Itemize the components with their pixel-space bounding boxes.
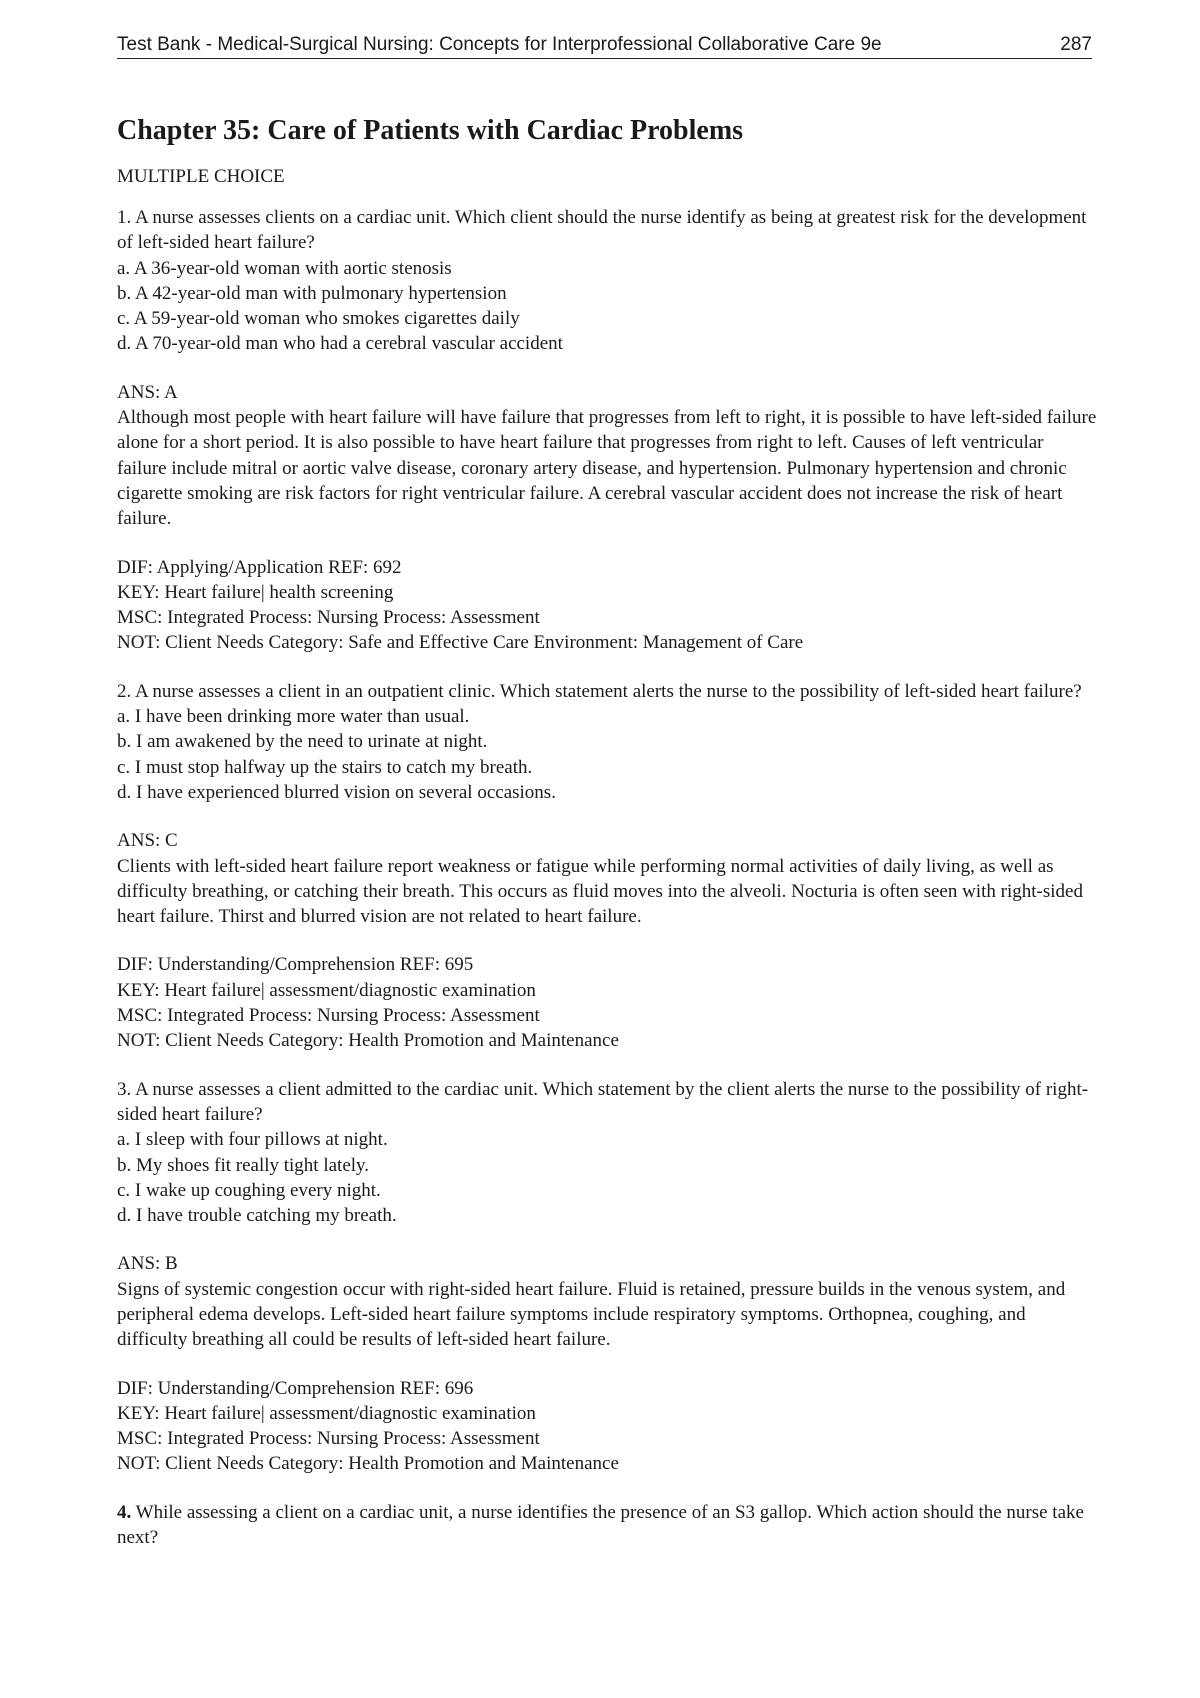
rationale: Clients with left-sided heart failure report weakness or fatigue while performing normal activities of daily living, as well as difficulty breathing, or catching their breath. This occurs as fluid moves into the alveoli. Nocturia is often seen with right-sided heart failure. Thirst and blurred vision are not related to heart failure. xyxy=(117,855,1083,928)
question-1 xyxy=(117,205,1097,656)
rationale: Although most people with heart failure will have failure that progresses from left to right, it is possible to have left-sided failure alone for a short period. It is also possible to have heart failure that progresses from right to left. Causes of left ventricular failure include mitral or aortic valve disease, coronary artery disease, and hypertension. Pulmonary hypertension and chronic cigarette smoking are risk factors for right ventricular failure. A cerebral vascular accident does not increase the risk of heart failure. xyxy=(117,407,1097,530)
answer-option: c. I must stop halfway up the stairs to catch my breath. xyxy=(117,756,533,778)
meta-not: NOT: Client Needs Category: Safe and Effective Care Environment: Management of Care xyxy=(117,632,804,654)
section-heading: MULTIPLE CHOICE xyxy=(117,166,285,187)
meta-msc: MSC: Integrated Process: Nursing Process: Assessment xyxy=(117,1005,540,1027)
rationale: Signs of systemic congestion occur with right-sided heart failure. Fluid is retained, pressure builds in the venous system, and peripheral edema develops. Left-sided heart failure symptoms include respiratory symptoms. Orthopnea, coughing, and difficulty breathing all could be results of left-sided heart failure. xyxy=(117,1278,1066,1351)
chapter-title: Chapter 35: Care of Patients with Cardiac Problems xyxy=(117,115,744,146)
answer-option: c. I wake up coughing every night. xyxy=(117,1179,381,1201)
meta-key: KEY: Heart failure| assessment/diagnostic examination xyxy=(117,1402,536,1424)
question-2 xyxy=(117,679,1097,1054)
question-text: While assessing a client on a cardiac unit, a nurse identifies the presence of an S3 gallop. Which action should the nurse take next? xyxy=(117,1501,1084,1549)
answer-option: a. A 36-year-old woman with aortic stenosis xyxy=(117,257,452,279)
meta-dif: DIF: Applying/Application REF: 692 xyxy=(117,556,402,578)
answer-key: ANS: A xyxy=(117,381,178,403)
answer-option: d. I have trouble catching my breath. xyxy=(117,1205,397,1227)
header-title: Test Bank - Medical-Surgical Nursing: Concepts for Interprofessional Collaborative Care 9e xyxy=(117,34,882,55)
question-4 xyxy=(117,1500,1097,1551)
document-body xyxy=(117,114,1097,1550)
answer-option: b. I am awakened by the need to urinate at night. xyxy=(117,731,488,753)
meta-dif: DIF: Understanding/Comprehension REF: 695 xyxy=(117,954,474,976)
answer-option: b. My shoes fit really tight lately. xyxy=(117,1154,370,1176)
meta-not: NOT: Client Needs Category: Health Promotion and Maintenance xyxy=(117,1030,619,1052)
page-number: 287 xyxy=(1060,34,1092,55)
answer-option: a. I sleep with four pillows at night. xyxy=(117,1129,388,1151)
meta-key: KEY: Heart failure| health screening xyxy=(117,581,394,603)
question-stem xyxy=(117,1500,1097,1551)
answer-key: ANS: C xyxy=(117,830,178,852)
question-number: 4. xyxy=(117,1501,132,1523)
question-stem: 1. A nurse assesses clients on a cardiac unit. Which client should the nurse identify as being at greatest risk for the development of left-sided heart failure? xyxy=(117,207,1087,254)
page-header xyxy=(117,32,1092,59)
question-stem: 3. A nurse assesses a client admitted to the cardiac unit. Which statement by the client alerts the nurse to the possibility of right-sided heart failure? xyxy=(117,1078,1089,1125)
meta-key: KEY: Heart failure| assessment/diagnostic examination xyxy=(117,979,536,1001)
meta-msc: MSC: Integrated Process: Nursing Process: Assessment xyxy=(117,607,540,629)
question-stem: 2. A nurse assesses a client in an outpatient clinic. Which statement alerts the nurse to the possibility of left-sided heart failure? xyxy=(117,680,1082,702)
answer-key: ANS: B xyxy=(117,1253,178,1275)
answer-option: a. I have been drinking more water than usual. xyxy=(117,706,470,728)
answer-option: c. A 59-year-old woman who smokes cigarettes daily xyxy=(117,308,520,330)
meta-msc: MSC: Integrated Process: Nursing Process: Assessment xyxy=(117,1428,540,1450)
meta-dif: DIF: Understanding/Comprehension REF: 696 xyxy=(117,1377,474,1399)
answer-option: d. I have experienced blurred vision on several occasions. xyxy=(117,781,556,803)
meta-not: NOT: Client Needs Category: Health Promotion and Maintenance xyxy=(117,1453,619,1475)
question-3 xyxy=(117,1077,1097,1477)
answer-option: b. A 42-year-old man with pulmonary hypertension xyxy=(117,282,507,304)
answer-option: d. A 70-year-old man who had a cerebral vascular accident xyxy=(117,333,563,355)
